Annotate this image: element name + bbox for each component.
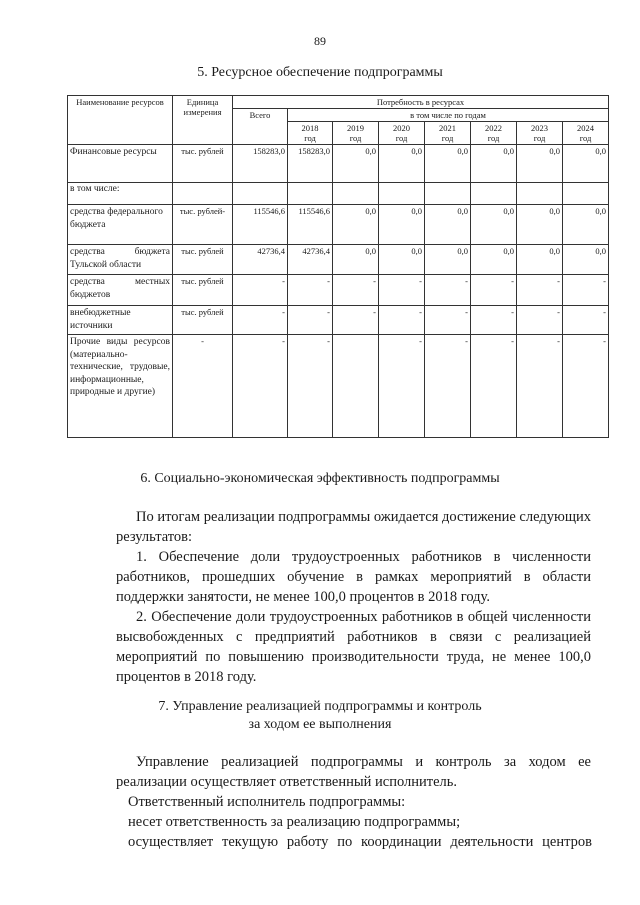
page-number: 89 bbox=[314, 34, 326, 48]
cell-value: 0,0 bbox=[333, 245, 379, 275]
result-item-1: 1. Обеспечение доли трудоустроенных работников в численности работников, прошедших обучение в рамках мероприятий в области поддержки занятости, не менее 100,0 процентов в 2018 году. bbox=[116, 549, 591, 605]
header-year: 2018 год bbox=[288, 122, 333, 145]
cell-value bbox=[333, 335, 379, 438]
cell-value: 0,0 bbox=[425, 205, 471, 245]
cell-value bbox=[517, 183, 563, 205]
table-row bbox=[68, 306, 609, 335]
section-7-paragraph-3: несет ответственность за реализацию подпрограммы; bbox=[128, 814, 461, 830]
cell-value: - bbox=[379, 275, 425, 306]
cell-value bbox=[379, 183, 425, 205]
row-name: средства бюджета Тульской области bbox=[68, 245, 173, 275]
header-name: Наименование ресурсов bbox=[68, 96, 173, 145]
row-name: внебюджетные источники bbox=[68, 306, 173, 335]
cell-value: - bbox=[563, 306, 609, 335]
row-unit: тыс. рублей bbox=[173, 275, 233, 306]
header-year: 2020 год bbox=[379, 122, 425, 145]
section-7-title-line2: за ходом ее выполнения bbox=[248, 717, 392, 732]
table-row bbox=[68, 275, 609, 306]
cell-value: - bbox=[471, 335, 517, 438]
cell-value: 0,0 bbox=[425, 245, 471, 275]
cell-value: 0,0 bbox=[333, 145, 379, 183]
row-name: в том числе: bbox=[68, 183, 173, 205]
cell-value: 0,0 bbox=[379, 205, 425, 245]
cell-value: 0,0 bbox=[563, 245, 609, 275]
section-7-title-line1: 7. Управление реализацией подпрограммы и контроль bbox=[158, 699, 482, 714]
cell-value: - bbox=[333, 275, 379, 306]
cell-value: - bbox=[471, 306, 517, 335]
cell-value: - bbox=[517, 275, 563, 306]
cell-value: - bbox=[471, 275, 517, 306]
table-row bbox=[68, 205, 609, 245]
cell-value bbox=[233, 183, 288, 205]
row-name: средства федерального бюджета bbox=[68, 205, 173, 245]
header-year: 2021 год bbox=[425, 122, 471, 145]
table-row bbox=[68, 335, 609, 438]
cell-value: 42736,4 bbox=[233, 245, 288, 275]
header-total: Всего bbox=[233, 109, 288, 145]
row-unit: тыс. рублей- bbox=[173, 205, 233, 245]
cell-value: - bbox=[425, 335, 471, 438]
cell-value: - bbox=[288, 335, 333, 438]
cell-value: - bbox=[333, 306, 379, 335]
table-row bbox=[68, 245, 609, 275]
cell-value bbox=[288, 183, 333, 205]
row-name: средства местных бюджетов bbox=[68, 275, 173, 306]
cell-value: 115546,6 bbox=[233, 205, 288, 245]
header-year: 2022 год bbox=[471, 122, 517, 145]
cell-value: 158283,0 bbox=[233, 145, 288, 183]
cell-value bbox=[563, 183, 609, 205]
cell-value: - bbox=[563, 275, 609, 306]
cell-value: - bbox=[288, 275, 333, 306]
cell-value: 0,0 bbox=[425, 145, 471, 183]
cell-value: - bbox=[233, 335, 288, 438]
cell-value: - bbox=[233, 275, 288, 306]
row-unit: - bbox=[173, 335, 233, 438]
row-name: Финансовые ресурсы bbox=[68, 145, 173, 183]
row-unit bbox=[173, 183, 233, 205]
cell-value: 0,0 bbox=[563, 205, 609, 245]
cell-value: - bbox=[425, 306, 471, 335]
cell-value: 0,0 bbox=[471, 145, 517, 183]
section-7-paragraph-2: Ответственный исполнитель подпрограммы: bbox=[128, 794, 406, 810]
cell-value: - bbox=[425, 275, 471, 306]
table-row bbox=[68, 183, 609, 205]
resource-table bbox=[67, 95, 609, 438]
header-need: Потребность в ресурсах bbox=[233, 96, 609, 109]
header-by-years: в том числе по годам bbox=[288, 109, 609, 122]
section-6-title: 6. Социально-экономическая эффективность подпрограммы bbox=[140, 471, 500, 486]
row-unit: тыс. рублей bbox=[173, 245, 233, 275]
cell-value: - bbox=[379, 306, 425, 335]
cell-value: - bbox=[233, 306, 288, 335]
section-7-paragraph-4: осуществляет текущую работу по координации деятельности центров bbox=[128, 834, 592, 850]
row-unit: тыс. рублей bbox=[173, 145, 233, 183]
cell-value: - bbox=[288, 306, 333, 335]
cell-value: - bbox=[517, 306, 563, 335]
cell-value: 115546,6 bbox=[288, 205, 333, 245]
cell-value bbox=[425, 183, 471, 205]
cell-value: - bbox=[517, 335, 563, 438]
cell-value: 0,0 bbox=[471, 205, 517, 245]
cell-value: 0,0 bbox=[471, 245, 517, 275]
cell-value: - bbox=[563, 335, 609, 438]
cell-value: 0,0 bbox=[379, 145, 425, 183]
table-row bbox=[68, 145, 609, 183]
header-unit: Единица измерения bbox=[173, 96, 233, 145]
cell-value bbox=[333, 183, 379, 205]
header-year: 2024 год bbox=[563, 122, 609, 145]
header-year: 2019 год bbox=[333, 122, 379, 145]
cell-value: 0,0 bbox=[517, 205, 563, 245]
cell-value: 0,0 bbox=[563, 145, 609, 183]
cell-value: - bbox=[379, 335, 425, 438]
section-5-title: 5. Ресурсное обеспечение подпрограммы bbox=[197, 65, 443, 80]
cell-value bbox=[471, 183, 517, 205]
cell-value: 0,0 bbox=[379, 245, 425, 275]
cell-value: 42736,4 bbox=[288, 245, 333, 275]
cell-value: 0,0 bbox=[517, 245, 563, 275]
row-name: Прочие виды ресурсов (материально-технические, трудовые, информационные, природные и другие) bbox=[68, 335, 173, 438]
cell-value: 0,0 bbox=[517, 145, 563, 183]
cell-value: 158283,0 bbox=[288, 145, 333, 183]
section-6-intro: По итогам реализации подпрограммы ожидается достижение следующих результатов: bbox=[116, 509, 591, 545]
cell-value: 0,0 bbox=[333, 205, 379, 245]
header-year: 2023 год bbox=[517, 122, 563, 145]
section-7-paragraph-1: Управление реализацией подпрограммы и контроль за ходом ее реализации осуществляет ответственный исполнитель. bbox=[116, 754, 591, 790]
row-unit: тыс. рублей bbox=[173, 306, 233, 335]
result-item-2: 2. Обеспечение доли трудоустроенных работников в общей численности высвобожденных с предприятий работников в связи с реализацией мероприятий по повышению производительности труда, не менее 100,0 процентов в 2018 году. bbox=[116, 609, 591, 685]
